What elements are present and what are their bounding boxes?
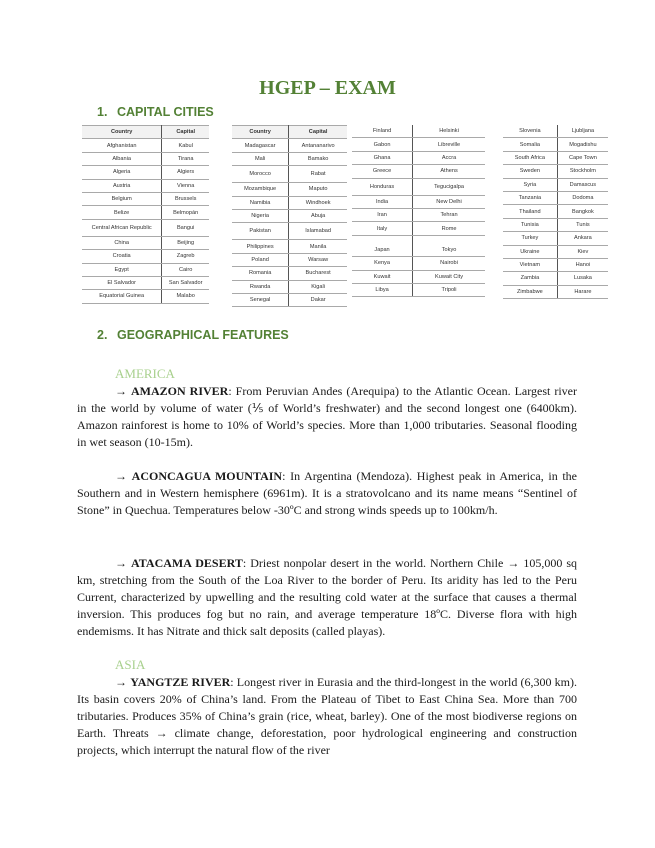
country-cell: Kuwait: [352, 270, 413, 283]
table-row: [82, 276, 209, 289]
country-cell: India: [352, 195, 413, 208]
capital-cell: Lusaka: [557, 272, 608, 285]
paragraph-yangtze-river: [77, 674, 577, 759]
capital-cell: Bangkok: [557, 205, 608, 218]
country-cell: Slovenia: [503, 125, 557, 138]
feature-name: AMAZON RIVER: [131, 384, 229, 398]
table-row: [82, 290, 209, 303]
table-row: [232, 293, 347, 306]
country-cell: Romania: [232, 267, 289, 280]
table-row: [82, 166, 209, 179]
paragraph-atacama-desert: [77, 555, 577, 640]
capital-cell: Kabul: [162, 139, 209, 152]
capitals-table-1: [82, 125, 209, 304]
table-row: [82, 263, 209, 276]
capital-cell: Algiers: [162, 166, 209, 179]
arrow: →: [115, 675, 127, 689]
capital-cell: Warsaw: [289, 253, 347, 266]
capital-cell: Malabo: [162, 290, 209, 303]
capital-cell: Hanoi: [557, 258, 608, 271]
country-cell: Central African Republic: [82, 219, 162, 236]
capital-cell: Stockholm: [557, 165, 608, 178]
feature-name: ACONCAGUA MOUNTAIN: [131, 469, 283, 483]
table-row: [503, 205, 608, 218]
country-cell: Algeria: [82, 166, 162, 179]
country-cell: Nigeria: [232, 209, 289, 222]
paragraph-aconcagua-mountain: [77, 468, 577, 519]
column-header: Country: [232, 126, 289, 139]
country-cell: South Africa: [503, 151, 557, 164]
feature-name: ATACAMA DESERT: [131, 556, 243, 570]
capital-cell: Mogadishu: [557, 138, 608, 151]
page-title: HGEP – EXAM: [259, 77, 396, 99]
section-number: 2.: [97, 328, 108, 342]
country-cell: Philippines: [232, 240, 289, 253]
capital-cell: Maputo: [289, 183, 347, 196]
table-row: [352, 283, 485, 296]
table-row: [503, 272, 608, 285]
table-row: [503, 125, 608, 138]
capital-cell: Rabat: [289, 166, 347, 183]
table-row: [232, 267, 347, 280]
table-row: [352, 138, 485, 151]
country-cell: Morocco: [232, 166, 289, 183]
subsection-america: AMERICA: [115, 366, 175, 381]
capital-cell: Libreville: [413, 138, 485, 151]
table-row: [503, 178, 608, 191]
capital-cell: Tokyo: [413, 244, 485, 257]
capital-cell: Manila: [289, 240, 347, 253]
feature-name: YANGTZE RIVER: [130, 675, 231, 689]
table-row: [232, 280, 347, 293]
capital-cell: Ankara: [557, 232, 608, 245]
column-header: Capital: [289, 126, 347, 139]
country-cell: Senegal: [232, 293, 289, 306]
table-row: [352, 151, 485, 164]
country-cell: Mali: [232, 152, 289, 165]
capital-cell: Islamabad: [289, 223, 347, 240]
country-cell: Zambia: [503, 272, 557, 285]
country-cell: Greece: [352, 165, 413, 178]
table-row: [503, 285, 608, 298]
table-row: [82, 206, 209, 219]
table-row: [503, 245, 608, 258]
arrow: →: [115, 384, 127, 398]
country-cell: Gabon: [352, 138, 413, 151]
capital-cell: Tripoli: [413, 283, 485, 296]
capital-cell: Dakar: [289, 293, 347, 306]
table-row: [503, 138, 608, 151]
table-row: [352, 270, 485, 283]
country-cell: Italy: [352, 222, 413, 235]
arrow: →: [115, 469, 127, 483]
table-row: [503, 151, 608, 164]
capital-cell: Zagreb: [162, 250, 209, 263]
country-cell: Afghanistan: [82, 139, 162, 152]
country-cell: China: [82, 236, 162, 249]
table-row: [352, 125, 485, 138]
table-row: [352, 222, 485, 235]
table-row: [82, 236, 209, 249]
table-row: [232, 152, 347, 165]
capital-cell: Brussels: [162, 192, 209, 205]
table-row: [352, 178, 485, 195]
country-cell: Albania: [82, 152, 162, 165]
capital-cell: Kiev: [557, 245, 608, 258]
table-spacer-row: [352, 235, 485, 244]
country-cell: Mozambique: [232, 183, 289, 196]
table-row: [232, 240, 347, 253]
capital-cell: Beijing: [162, 236, 209, 249]
table-row: [232, 253, 347, 266]
capital-cell: Kigali: [289, 280, 347, 293]
country-cell: Austria: [82, 179, 162, 192]
capital-cell: Helsinki: [413, 125, 485, 138]
country-cell: Libya: [352, 283, 413, 296]
capital-cell: Rome: [413, 222, 485, 235]
country-cell: Belize: [82, 206, 162, 219]
country-cell: Finland: [352, 125, 413, 138]
capital-cell: Dodoma: [557, 191, 608, 204]
capital-cell: Abuja: [289, 209, 347, 222]
country-cell: Tunisia: [503, 218, 557, 231]
table-row: [232, 166, 347, 183]
capital-cell: Ljubljana: [557, 125, 608, 138]
country-cell: Equatorial Guinea: [82, 290, 162, 303]
country-cell: Japan: [352, 244, 413, 257]
table-row: [503, 218, 608, 231]
capital-cell: Antananarivo: [289, 139, 347, 152]
country-cell: Zimbabwe: [503, 285, 557, 298]
table-row: [352, 195, 485, 208]
country-cell: Pakistan: [232, 223, 289, 240]
table-row: [503, 165, 608, 178]
table-row: [82, 139, 209, 152]
column-header: Country: [82, 126, 162, 139]
capital-cell: Bamako: [289, 152, 347, 165]
table-row: [232, 183, 347, 196]
feature-description: : Driest nonpolar desert in the world. Northern Chile → 105,000 sq km, stretching from the South of the Loa River to the border of Peru. Its aridity has led to the Peru Current, characterized by upwelling and the resulting cold water at the surface that causes a thermal inversion. This produces fog but no rain, and average temperature 18ºC. Diverse flora with high endemisms. It has Nitrate and thick salt deposits (called playas).: [77, 556, 578, 638]
section-heading-geographical-features: [97, 328, 289, 342]
section-title: GEOGRAPHICAL FEATURES: [117, 328, 289, 342]
capital-cell: Bucharest: [289, 267, 347, 280]
country-cell: Rwanda: [232, 280, 289, 293]
table-row: [352, 257, 485, 270]
table-row: [232, 223, 347, 240]
table-row: [82, 179, 209, 192]
table-row: [503, 258, 608, 271]
country-cell: Croatia: [82, 250, 162, 263]
country-cell: Sweden: [503, 165, 557, 178]
country-cell: Thailand: [503, 205, 557, 218]
capital-cell: Kuwait City: [413, 270, 485, 283]
capital-cell: Harare: [557, 285, 608, 298]
table-header-row: [82, 126, 209, 139]
capital-cell: Tehran: [413, 208, 485, 221]
capital-cell: Athens: [413, 165, 485, 178]
capital-cell: New Delhi: [413, 195, 485, 208]
capital-cell: Damascus: [557, 178, 608, 191]
country-cell: Ghana: [352, 151, 413, 164]
table-header-row: [232, 126, 347, 139]
table-row: [352, 244, 485, 257]
country-cell: Iran: [352, 208, 413, 221]
table-row: [352, 208, 485, 221]
section-heading-capital-cities: [97, 105, 214, 119]
country-cell: Poland: [232, 253, 289, 266]
subsection-asia: ASIA: [115, 657, 146, 672]
table-row: [82, 152, 209, 165]
table-row: [82, 219, 209, 236]
country-cell: Madagascar: [232, 139, 289, 152]
table-row: [232, 209, 347, 222]
country-cell: El Salvador: [82, 276, 162, 289]
table-row: [352, 165, 485, 178]
country-cell: Kenya: [352, 257, 413, 270]
capital-cell: San Salvador: [162, 276, 209, 289]
country-cell: Turkey: [503, 232, 557, 245]
table-row: [503, 191, 608, 204]
country-cell: Somalia: [503, 138, 557, 151]
country-cell: Vietnam: [503, 258, 557, 271]
feature-description: : Longest river in Eurasia and the third-longest in the world (6,300 km). Its basin covers 20% of China’s land. From the Plateau of Tibet to East China Sea. More than 700 tributaries. Produces 35% of China’s grain (rice, wheat, barley). One of the most biodiverse regions on Earth. Threats → climate change, deforestation, poor hydrological engineering and construction projects, which interrupt the natural flow of the river: [77, 675, 578, 757]
capitals-table-2: [232, 125, 347, 307]
capital-cell: Nairobi: [413, 257, 485, 270]
country-cell: Ukraine: [503, 245, 557, 258]
country-cell: Honduras: [352, 178, 413, 195]
capital-cell: Cape Town: [557, 151, 608, 164]
capital-cell: Windhoek: [289, 196, 347, 209]
capitals-table-3: [352, 125, 485, 297]
capital-cell: Bangui: [162, 219, 209, 236]
country-cell: Tanzania: [503, 191, 557, 204]
country-cell: Syria: [503, 178, 557, 191]
feature-description: : In Argentina (Mendoza). Highest peak in America, in the Southern and in Western hemisphere (6961m). It is a stratovolcano and its name means “Sentinel of Stone” in Quechua. Temperatures below -30ºC and strong winds speeds up to 100km/h.: [77, 469, 578, 517]
table-row: [503, 232, 608, 245]
table-row: [232, 196, 347, 209]
country-cell: Belgium: [82, 192, 162, 205]
capital-cell: Tunis: [557, 218, 608, 231]
paragraph-amazon-river: [77, 383, 577, 451]
capital-cell: Tegucigalpa: [413, 178, 485, 195]
capitals-table-4: [503, 125, 608, 299]
capital-cell: Vienna: [162, 179, 209, 192]
capital-cell: Accra: [413, 151, 485, 164]
section-title: CAPITAL CITIES: [117, 105, 214, 119]
table-row: [232, 139, 347, 152]
section-number: 1.: [97, 105, 108, 119]
arrow: →: [115, 556, 127, 570]
capital-cell: Belmopán: [162, 206, 209, 219]
capital-cell: Cairo: [162, 263, 209, 276]
table-row: [82, 250, 209, 263]
table-row: [82, 192, 209, 205]
feature-description: : From Peruvian Andes (Arequipa) to the Atlantic Ocean. Largest river in the world by volume of water (⅕ of World’s freshwater) and the second longest one (6400km). Amazon rainforest is home to 10% of World’s species. More than 1,000 tributaries. Seasonal flooding in wet season (10-15m).: [77, 384, 578, 449]
country-cell: Egypt: [82, 263, 162, 276]
column-header: Capital: [162, 126, 209, 139]
capital-cell: Tirana: [162, 152, 209, 165]
country-cell: Namibia: [232, 196, 289, 209]
